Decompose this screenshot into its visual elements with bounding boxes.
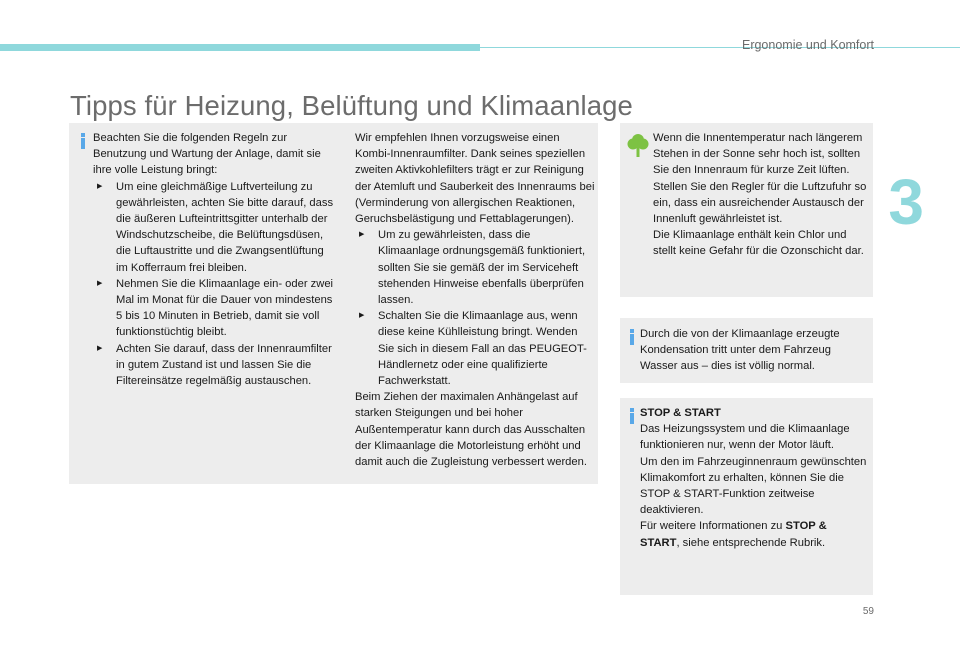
tree-icon — [626, 133, 650, 157]
info-icon — [76, 133, 90, 149]
maintenance-rules — [93, 130, 338, 389]
filter-recommendation — [355, 130, 595, 470]
reference-suffix: , siehe entsprechende Rubrik. — [676, 536, 826, 549]
filter-intro: Wir empfehlen Ihnen vorzugsweise einen Kombi-Innenraumfilter. Dank seines speziellen zweiten Aktivkohlefilters trägt er zur Reinigung der Atemluft und Sauberkeit des Innenraums bei (Verminderung von allergischen Reaktionen, Geruchsbelästigung und Fettablagerungen). — [355, 132, 595, 226]
info-icon — [625, 329, 639, 345]
section-title: Ergonomie und Komfort — [741, 38, 874, 52]
page-title: Tipps für Heizung, Belüftung und Klimaanlage — [70, 90, 633, 122]
chapter-number: 3 — [888, 166, 924, 238]
list-item: ▶ Um eine gleichmäßige Luftverteilung zu gewährleisten, achten Sie bitte darauf, dass die äußeren Lufteintrittsgitter unterhalb der Windschutzscheibe, die Belüftungsdüsen, die Luftaustritte und die Zwangsentlüftung im Kofferraum frei bleiben. — [93, 179, 338, 276]
maintenance-list — [93, 179, 338, 390]
towing-note: Beim Ziehen der maximalen Anhängelast auf starken Steigungen und bei hoher Außentemperatur kann durch das Ausschalten der Klimaanlage die Motorleistung erhöht und damit auch die Zugleistung verbessert werden. — [355, 391, 587, 469]
condensation-note: Durch die von der Klimaanlage erzeugte Kondensation tritt unter dem Fahrzeug Wasser aus – dies ist völlig normal. — [640, 328, 840, 373]
eco-paragraph: Stellen Sie den Regler für die Luftzufuhr so ein, dass ein ausreichender Austausch der Innenluft gewährleistet ist. — [653, 180, 867, 226]
header-accent-bar — [0, 44, 480, 51]
check-list — [355, 227, 595, 389]
stop-start-heading: STOP & START — [640, 407, 721, 419]
eco-paragraph: Die Klimaanlage enthält kein Chlor und stellt keine Gefahr für die Ozonschicht dar. — [653, 229, 864, 258]
list-item: ▶ Nehmen Sie die Klimaanlage ein- oder zwei Mal im Monat für die Dauer von mindestens 5 bis 10 Minuten in Betrieb, damit sie voll funktionstüchtig bleibt. — [93, 276, 338, 341]
stop-start-note — [640, 405, 868, 551]
reference-link-text: STOP & START — [640, 520, 827, 549]
info-icon — [625, 408, 639, 424]
eco-tips — [653, 130, 868, 260]
list-item: ▶ Achten Sie darauf, dass der Innenraumfilter in gutem Zustand ist und lassen Sie die Filtereinsätze regelmäßig austauschen. — [93, 341, 338, 390]
list-item: ▶ Schalten Sie die Klimaanlage aus, wenn diese keine Kühlleistung bringt. Wenden Sie sich in diesem Fall an das PEUGEOT-Händlernetz oder eine qualifizierte Fachwerkstatt. — [355, 308, 595, 389]
maintenance-intro: Beachten Sie die folgenden Regeln zur Benutzung und Wartung der Anlage, damit sie ihre volle Leistung bringt: — [93, 132, 321, 177]
reference-prefix: Für weitere Informationen zu — [640, 520, 786, 533]
header-divider — [480, 47, 960, 48]
page-number: 59 — [862, 606, 874, 617]
stop-start-text: Um den im Fahrzeuginnenraum gewünschten Klimakomfort zu erhalten, können Sie die STOP & START-Funktion zeitweise deaktivieren. — [640, 455, 867, 517]
stop-start-text: Das Heizungssystem und die Klimaanlage funktionieren nur, wenn der Motor läuft. — [640, 423, 850, 452]
list-item: ▶ Um zu gewährleisten, dass die Klimaanlage ordnungsgemäß funktioniert, sollten Sie sie gemäß der im Serviceheft stehenden Hinweise ebenfalls überprüfen lassen. — [355, 227, 595, 308]
eco-paragraph: Wenn die Innentemperatur nach längerem Stehen in der Sonne sehr hoch ist, sollten Sie den Innenraum für kurze Zeit lüften. — [653, 132, 863, 177]
stop-start-reference — [640, 518, 868, 550]
